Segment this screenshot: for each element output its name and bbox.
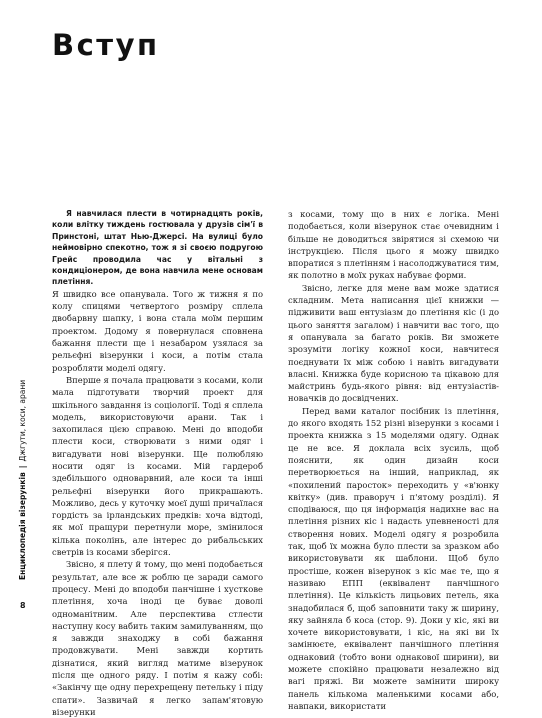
chapter-title: Вступ [52, 28, 160, 62]
right-column [288, 208, 499, 712]
body-paragraph: Я швидко все опанувала. Того ж тижня я по колу спицями четвертого розміру сплела двобарвну шапку, і вона стала моїм першим проектом. Додому я повернулася сповнена бажання плести ще і незабаром узялася за рельєфні візерунки і коси, а потім стала розробляти моделі одягу. [52, 288, 263, 373]
body-paragraph: Звісно, легке для мене вам може здатися складним. Мета написання цієї книжки — підживити ваш ентузіазм до плетіння кіс (і до цього заняття загалом) і навчити вас того, що я опанувала за багато років. Ви зможете зрозуміти логіку кожної коси, навчитеся поєднувати їх між собою і навіть вигадувати власні. Книжка буде корисною та цікавою для майстринь будь-якого рівня: від ентузіастів-новачків до досвідчених. [288, 282, 499, 404]
header-separator: | [18, 465, 27, 469]
body-paragraph: Вперше я почала працювати з косами, коли мала підготувати творчий проект для шкільного завдання із соціології. Тоді я сплела модель, використовуючи арани. Так і захопилася цією справою. Мені до вподоби плести коси, створювати з ними одяг і вигадувати нові візерунки. Ще полюбляю носити одяг із косами. Мій гардероб здебільшого одноварвний, але коси та інші рельєфні візерунки його прикрашають. Можливо, десь у куточку моєї душі причаїлася гордість за ірландських предків: хоча відтоді, як мої пращури перетнули море, змінилося кілька поколінь, але інтерес до рибальських светрів із косами зберігся. [52, 374, 263, 558]
intro-paragraph: Я навчилася плести в чотирнадцять років, коли влітку тиждень гостювала у друзів сім'ї в Принстоні, штат Нью-Джерсі. На вулиці було неймовірно спекотно, тож я зі своєю подругою Грейс проводила час у вітальні з кондиціонером, де вона навчила мене основам плетіння. [52, 209, 263, 287]
section-title: Джгути, коси, арани [18, 379, 27, 462]
body-paragraph: Звісно, я плету й тому, що мені подобається результат, але все ж роблю це заради самого процесу. Мені до вподоби панчішне і хусткове плетіння, хоча іноді це буває доволі одноманітним. Але перспектива стлести наступну косу вабить таким замилуванням, що я завжди знаходжу в собі бажання продовжувати. Мені завжди кортить дізнатися, який вигляд матиме візерунок після ще одного ряду. І потім я кажу собі: «Закінчу ще одну перехрещену петельку і піду спати». Зазвичай я легко запам'ятовую візерунки [52, 559, 263, 717]
book-title: Енциклопедія візерунків [18, 472, 27, 580]
page-number: 8 [20, 601, 26, 610]
left-column [52, 208, 263, 718]
body-paragraph: Перед вами каталог посібник із плетіння, до якого входять 152 різні візерунки з косами і проекта книжка з 15 моделями одягу. Однак це не все. Я доклала всіх зусиль, щоб пояснити, як один дизайн коси перетворюється на інший, наприклад, як «похилений паросток» переходить у «в'юнку квітку» (див. праворуч і п'ятому розділі). Я сподіваюся, що ця інформація надихне вас на плетіння різних кіс і надасть упевненості для створення нових. Моделі одягу я розробила так, щоб їх можна було плести за зразком або використовувати як шаблони. Щоб було простіше, кожен візерунок з кіс має те, що я називаю ЕПП (еквівалент панчішного плетіння). Це кількість лицьових петель, яка знадобилася б, щоб заповнити таку ж ширину, яку зайняла б коса (стор. 9). Доки у кіс, які ви хочете використовувати, і кіс, на які ви їх замінюєте, еквівалент панчішного плетіння однаковий (тобто вони однакової ширини), ви можете спокійно працювати незалежно від вагі пряжі. Ви можете замінити широку панель кількома маленькими косами або, навпаки, використати [288, 405, 499, 711]
body-paragraph: з косами, тому що в них є логіка. Мені подобається, коли візерунок стає очевидним і більше не доводиться звірятися зі схемою чи інструкцією. Після цього я можу швидко впоратися з плетінням і насолоджуватися тим, як полотно в моїх руках набуває форми. [288, 209, 499, 281]
running-header [18, 380, 27, 580]
